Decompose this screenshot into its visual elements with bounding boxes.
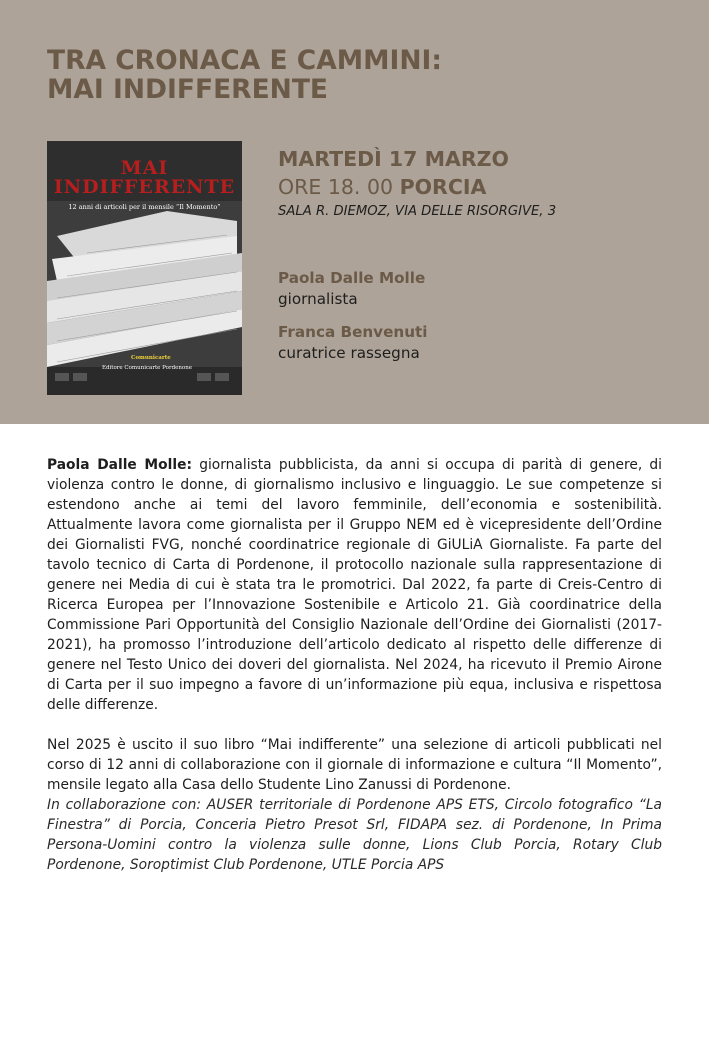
bio-paragraph-1 xyxy=(47,455,662,715)
bio-paragraph-2: Nel 2025 è uscito il suo libro “Mai indifferente” una selezione di articoli pubblicati nel corso di 12 anni di collaborazione con il giornale di informazione e cultura “Il Momento”, mensile legato alla Casa dello Studente Lino Zanussi di Pordenone. xyxy=(47,737,662,793)
bio-section xyxy=(47,455,662,875)
cover-title-line-1: MAI xyxy=(120,157,169,179)
bio-lead-name: Paola Dalle Molle: xyxy=(47,457,192,473)
collaboration-credits: In collaborazione con: AUSER territoriale di Pordenone APS ETS, Circolo fotografico “La Finestra” di Porcia, Conceria Pietro Presot Srl, FIDAPA sez. di Pordenone, In Prima Persona-Uomini contro la violenza sulle donne, Lions Club Porcia, Rotary Club Pordenone, Soroptimist Club Pordenone, UTLE Porcia APS xyxy=(47,797,662,873)
bio-paragraph-1-text: giornalista pubblicista, da anni si occupa di parità di genere, di violenza contro le donne, di giornalismo inclusivo e linguaggio. Le sue competenze si estendono anche ai temi del lavoro femminile, dell’economia e sostenibilità. Attualmente lavora come giornalista per il Gruppo NEM ed è vicepresidente dell’Ordine dei Giornalisti FVG, nonché coordinatrice regionale di GiULiA Giornaliste. Fa parte del tavolo tecnico di Carta di Pordenone, il protocollo nazionale sulla rappresentazione di genere nei Media di cui è stata tra le promotrici. Dal 2022, fa parte di Creis-Centro di Ricerca Europea per l’Innovazione Sostenibile e Articolo 21. Già coordinatrice della Commissione Pari Opportunità del Consiglio Nazionale dell’Ordine dei Giornalisti (2017-2021), ha promosso l’introduzione dell’articolo dedicato al rispetto delle differenze di genere nel Testo Unico dei doveri del giornalista. Nel 2024, ha ricevuto il Premio Airone di Carta per il suo impegno a favore di un’informazione più equa, inclusiva e rispettosa delle differenze. xyxy=(47,457,663,713)
event-city: PORCIA xyxy=(399,175,487,199)
book-cover-image xyxy=(47,141,242,395)
event-header xyxy=(0,0,709,424)
speaker-name: Franca Benvenuti xyxy=(278,323,428,341)
speaker-role: curatrice rassegna xyxy=(278,344,420,362)
cover-title xyxy=(47,159,242,197)
event-venue: SALA R. DIEMOZ, VIA DELLE RISORGIVE, 3 xyxy=(278,204,557,219)
cover-subtitle: 12 anni di articoli per il mensile “Il Momento” xyxy=(68,203,221,211)
speaker-item xyxy=(278,322,427,364)
speaker-name: Paola Dalle Molle xyxy=(278,269,426,287)
event-date: MARTEDÌ 17 MARZO xyxy=(278,147,509,171)
speaker-item xyxy=(278,268,427,310)
event-details xyxy=(278,145,556,222)
publisher-line: Editore Comunicarte Pordenone xyxy=(101,365,193,371)
title-line-2: MAI INDIFFERENTE xyxy=(47,74,329,105)
page-title xyxy=(47,46,442,104)
speaker-role: giornalista xyxy=(278,290,358,308)
speakers-list xyxy=(278,268,427,376)
event-time: ORE 18. 00 xyxy=(278,175,394,199)
publisher-logo: Comunicarte xyxy=(131,355,171,361)
cover-title-line-2: INDIFFERENTE xyxy=(53,176,236,198)
event-time-location xyxy=(278,173,556,201)
title-line-1: TRA CRONACA E CAMMINI: xyxy=(47,45,442,76)
